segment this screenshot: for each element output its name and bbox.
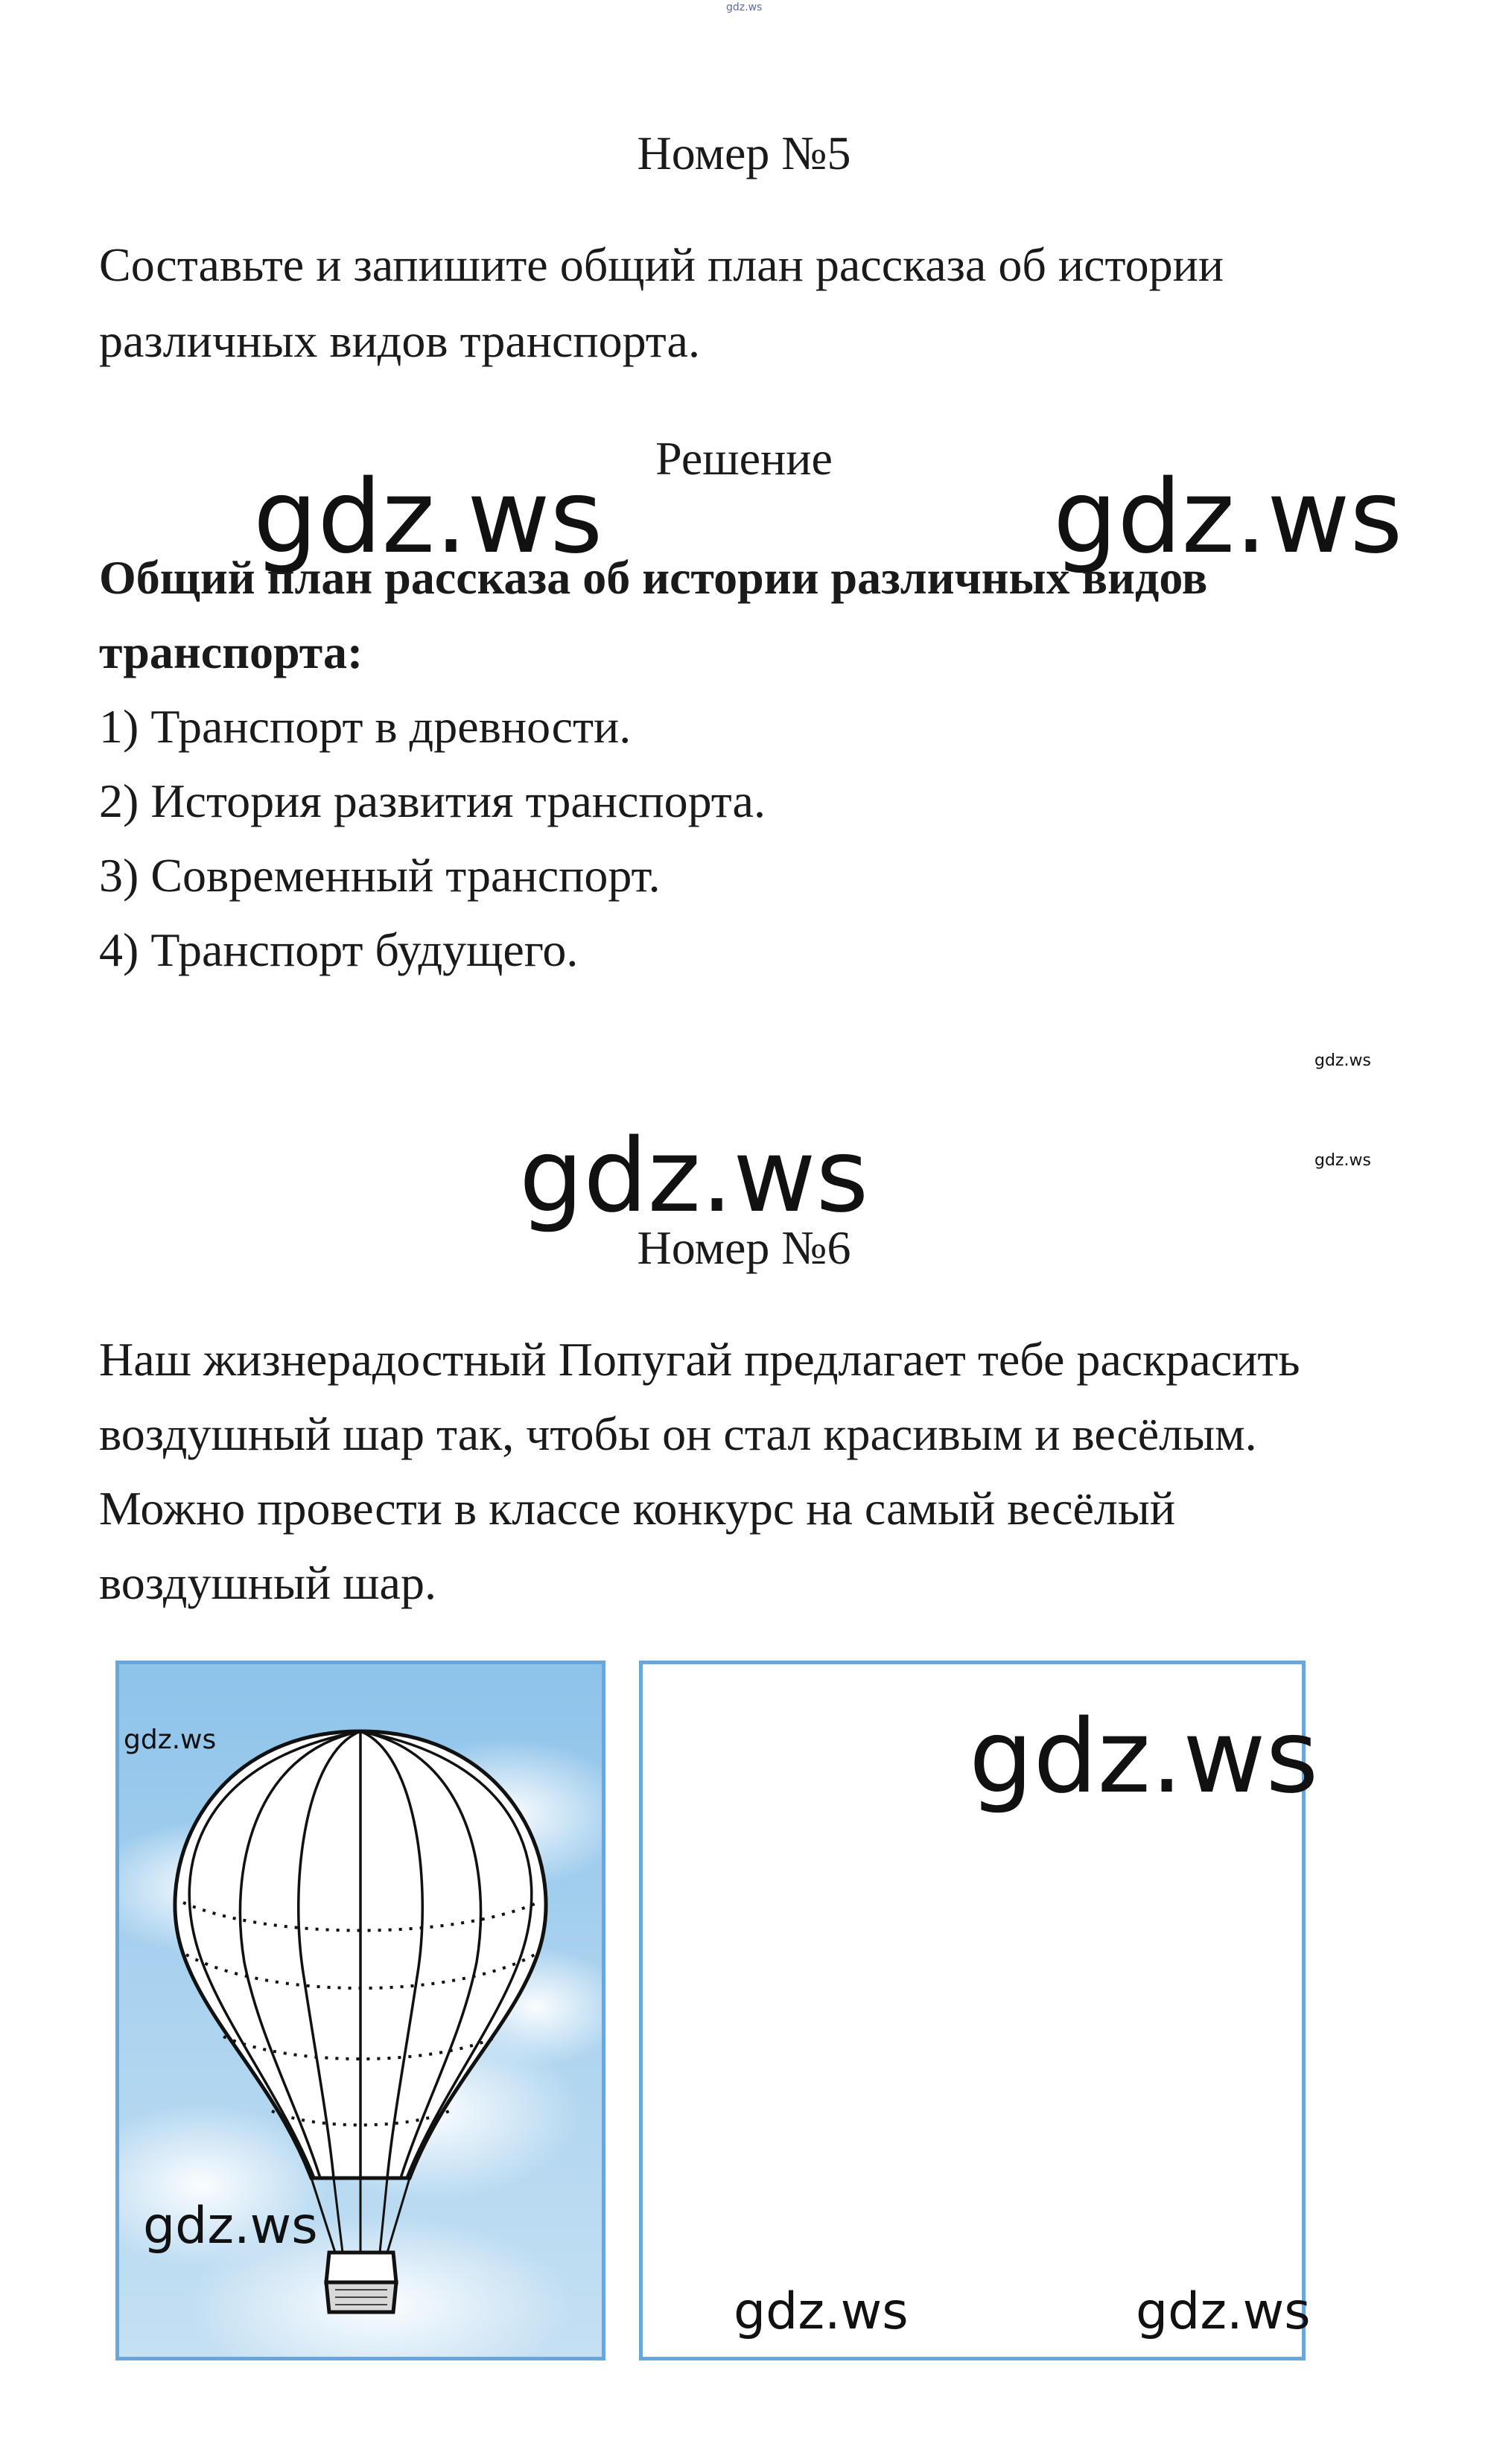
watermark-frame-big: gdz.ws — [969, 1699, 1319, 1816]
watermark-frame-right: gdz.ws — [1136, 2282, 1311, 2341]
watermark-picture-small: gdz.ws — [124, 1725, 217, 1755]
plan-heading-line2: транспорта: — [99, 625, 363, 678]
watermark-tiny-2: gdz.ws — [1314, 1151, 1371, 1170]
plan-heading-line1: Общий план рассказа об истории различных видов — [99, 551, 1208, 604]
task5-prompt-line2: различных видов транспорта. — [99, 314, 700, 367]
coloring-area — [639, 1661, 1319, 2360]
watermark-picture-med: gdz.ws — [143, 2197, 318, 2256]
task6-prompt-line: воздушный шар так, чтобы он стал красивым и весёлым. — [99, 1407, 1257, 1460]
watermark-right: gdz.ws — [1053, 459, 1403, 576]
watermark-tiny-1: gdz.ws — [1314, 1051, 1371, 1070]
watermark-center: gdz.ws — [519, 1118, 869, 1235]
plan-item: 1) Транспорт в древности. — [99, 700, 632, 753]
watermark-frame-left: gdz.ws — [734, 2282, 909, 2341]
task6-prompt-line: Наш жизнерадостный Попугай предлагает тебе раскрасить — [99, 1333, 1300, 1386]
plan-item: 2) История развития транспорта. — [99, 774, 766, 827]
plan-item: 4) Транспорт будущего. — [99, 923, 579, 976]
task6-prompt-line: воздушный шар. — [99, 1556, 436, 1609]
task6-title: Номер №6 — [637, 1221, 851, 1274]
solution-label: Решение — [655, 432, 833, 485]
task5-title: Номер №5 — [637, 127, 851, 179]
balloon-picture — [115, 1661, 605, 2360]
top-watermark: gdz.ws — [726, 1, 763, 13]
watermark-left: gdz.ws — [253, 459, 603, 576]
task6-prompt-line: Можно провести в классе конкурс на самый весёлый — [99, 1482, 1176, 1535]
plan-item: 3) Современный транспорт. — [99, 849, 661, 902]
task5-prompt-line1: Составьте и запишите общий план рассказа об истории — [99, 238, 1224, 291]
